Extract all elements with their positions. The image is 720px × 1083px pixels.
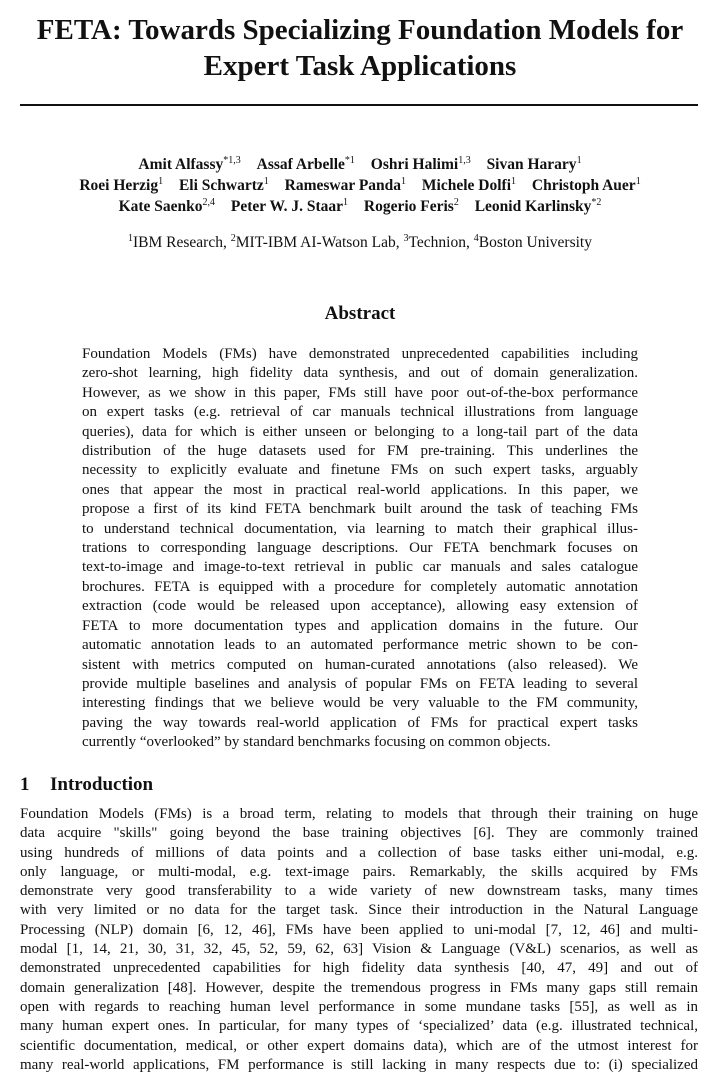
abstract-line: Foundation Models (FMs) have demonstrated unprecedented capabilities including	[82, 346, 638, 362]
author	[119, 198, 215, 215]
author	[257, 156, 355, 173]
abstract-line: brochures. FETA is equipped with a procedure for completely automatic annotation	[82, 578, 638, 595]
abstract-heading: Abstract	[324, 303, 396, 324]
abstract-line: on expert tasks (e.g. retrieval of car manuals technical illustrations from language	[82, 404, 638, 421]
affiliation-marker: 2	[230, 232, 236, 244]
title-line: FETA: Towards Specializing Foundation Models for	[36, 14, 684, 46]
body-line: with very limited or no data for the target task. Since their introduction in the Natural Language	[20, 902, 698, 919]
author-name: Roei Herzig	[79, 177, 159, 194]
abstract-line: text-to-image and image-to-text retrieval in public car manuals and sales catalogue	[82, 559, 638, 576]
abstract-line: extraction (code would be released upon acceptance), allowing easy extension of	[82, 598, 638, 615]
section-heading	[20, 773, 700, 797]
author	[231, 198, 348, 215]
author	[179, 177, 269, 194]
affiliation-marker: 4	[473, 232, 479, 244]
author-affiliation-marker: 1	[511, 175, 517, 187]
author	[364, 198, 459, 215]
introduction-body	[20, 805, 698, 1075]
paper-title	[0, 12, 720, 84]
abstract-line: necessity to explicitly evaluate and finetune FMs on such expert tasks, arguably	[82, 462, 638, 479]
author-affiliation-marker: 1	[263, 175, 269, 187]
author-affiliation-marker: 1	[343, 196, 348, 208]
affiliation: MIT-IBM AI-Watson Lab,	[235, 234, 404, 251]
author-name: Kate Saenko	[118, 198, 203, 215]
abstract-line: ones that appear the most in practical real-world applications. In this paper, we	[82, 481, 638, 498]
body-line: modal [1, 14, 21, 30, 31, 32, 45, 52, 59, 62, 63] Vision & Language (V&L) scenarios, as well as	[20, 941, 698, 958]
author	[487, 156, 582, 173]
affiliation-marker: 3	[403, 232, 409, 244]
body-line: Foundation Models (FMs) is a broad term, relating to models that through their training on huge	[20, 806, 698, 822]
abstract-line: zero-shot learning, high fidelity data synthesis, and out of domain generalization.	[82, 365, 638, 382]
author-row	[0, 175, 720, 196]
author-affiliation-marker: 1	[401, 175, 407, 187]
abstract-line: to understand technical documentation, via learning to match their graphical illus-	[82, 520, 638, 537]
body-line: using hundreds of millions of data points and a collection of base tasks either uni-modal, e.g.	[20, 844, 698, 861]
body-line: data acquire "skills" going beyond the base training objectives [6]. They are commonly trained	[20, 825, 698, 842]
abstract-line: interesting findings that we believe would be very valuable to the FM community,	[82, 695, 638, 712]
abstract-line: paving the way towards real-world application of FMs for practical expert tasks	[82, 714, 638, 731]
abstract-line: propose a first of its kind FETA benchmark built around the task of teaching FMs	[82, 501, 638, 518]
author-name: Assaf Arbelle	[256, 156, 345, 173]
author-name: Peter W. J. Staar	[230, 198, 343, 215]
author-affiliation-marker: 1,3	[458, 154, 471, 166]
affiliations	[0, 233, 720, 253]
author-name: Rogerio Feris	[363, 198, 454, 215]
author-name: Leonid Karlinsky	[474, 198, 592, 215]
body-line: Processing (NLP) domain [6, 12, 46], FMs have been applied to uni-modal [7, 12, 46] and multi-	[20, 921, 698, 938]
body-line: domain generalization [48]. However, despite the tremendous progress in FMs many gaps still remain	[20, 979, 698, 996]
author-name: Rameswar Panda	[284, 177, 402, 194]
author-name: Christoph Auer	[531, 177, 636, 194]
title-line: Expert Task Applications	[203, 50, 517, 82]
author	[285, 177, 406, 194]
section-title: Introduction	[50, 774, 154, 795]
author-name: Sivan Harary	[486, 156, 577, 173]
author	[79, 177, 163, 194]
body-line: many real-world applications, FM performance is still lacking in many respects due to: (i) specialized	[20, 1056, 698, 1073]
author	[371, 156, 471, 173]
author-name: Oshri Halimi	[370, 156, 459, 173]
author-affiliation-marker: *2	[591, 196, 602, 208]
affiliation: Boston University	[478, 234, 592, 251]
author-affiliation-marker: 1	[576, 154, 582, 166]
author	[532, 177, 641, 194]
abstract-line: provide multiple baselines and analysis of popular FMs on FETA leading to several	[82, 675, 638, 692]
author-name: Eli Schwartz	[178, 177, 264, 194]
abstract-line: currently “overlooked” by standard benchmarks focusing on common objects.	[82, 734, 551, 751]
abstract-line: queries), data for which is either unseen or belonging to a long-tail part of the data	[82, 423, 638, 440]
section-number: 1	[20, 774, 30, 795]
abstract-line: distribution of the huge datasets used for FM pre-training. This underlines the	[82, 443, 638, 460]
author-affiliation-marker: 1	[158, 175, 164, 187]
author-affiliation-marker: 2	[453, 196, 459, 208]
abstract-line: trations to corresponding language descriptions. Our FETA benchmark focuses on	[82, 540, 638, 557]
author-row	[0, 154, 720, 175]
abstract-line: However, as we show in this paper, FMs still have poor out-of-the-box performance	[82, 384, 638, 401]
abstract-body	[82, 345, 638, 753]
body-line: open with regards to reaching human level performance in some mundane tasks [55], as well as in	[20, 998, 698, 1015]
author-affiliation-marker: 1	[635, 175, 641, 187]
author	[475, 198, 602, 215]
abstract-line: sistent with metrics computed on human-curated annotations (also released). We	[82, 656, 638, 673]
abstract-line: automatic annotation leads to an automated performance metric shown to be con-	[82, 637, 638, 654]
author-name: Amit Alfassy	[138, 156, 224, 173]
body-line: demonstrated unprecedented capabilities for high fidelity data synthesis [40, 47, 49] and out of	[20, 960, 698, 977]
author-affiliation-marker: *1,3	[223, 154, 241, 166]
affiliation: Technion,	[408, 234, 474, 251]
author	[138, 156, 240, 173]
body-line: scientific documentation, medical, or other expert domains data), which are of the utmost interest for	[20, 1037, 698, 1054]
author-affiliation-marker: 2,4	[202, 196, 216, 208]
author-affiliation-marker: *1	[344, 154, 355, 166]
title-divider	[20, 104, 698, 106]
body-line: many human expert ones. In particular, for many types of ‘specialized’ data (e.g. illustrated technical,	[20, 1018, 698, 1035]
affiliation: IBM Research,	[133, 234, 231, 251]
author-name: Michele Dolfi	[421, 177, 512, 194]
body-line: demonstrate very good transferability to a wide variety of new downstream tasks, many times	[20, 883, 698, 900]
body-line: only language, or multi-modal, e.g. text-image pairs. Remarkably, the skills acquired by FMs	[20, 863, 698, 880]
author	[422, 177, 516, 194]
author-row	[0, 196, 720, 217]
affiliation-marker: 1	[128, 232, 133, 244]
abstract-line: FETA to more documentation types and application domains in the future. Our	[82, 617, 638, 634]
author-list	[0, 154, 720, 217]
